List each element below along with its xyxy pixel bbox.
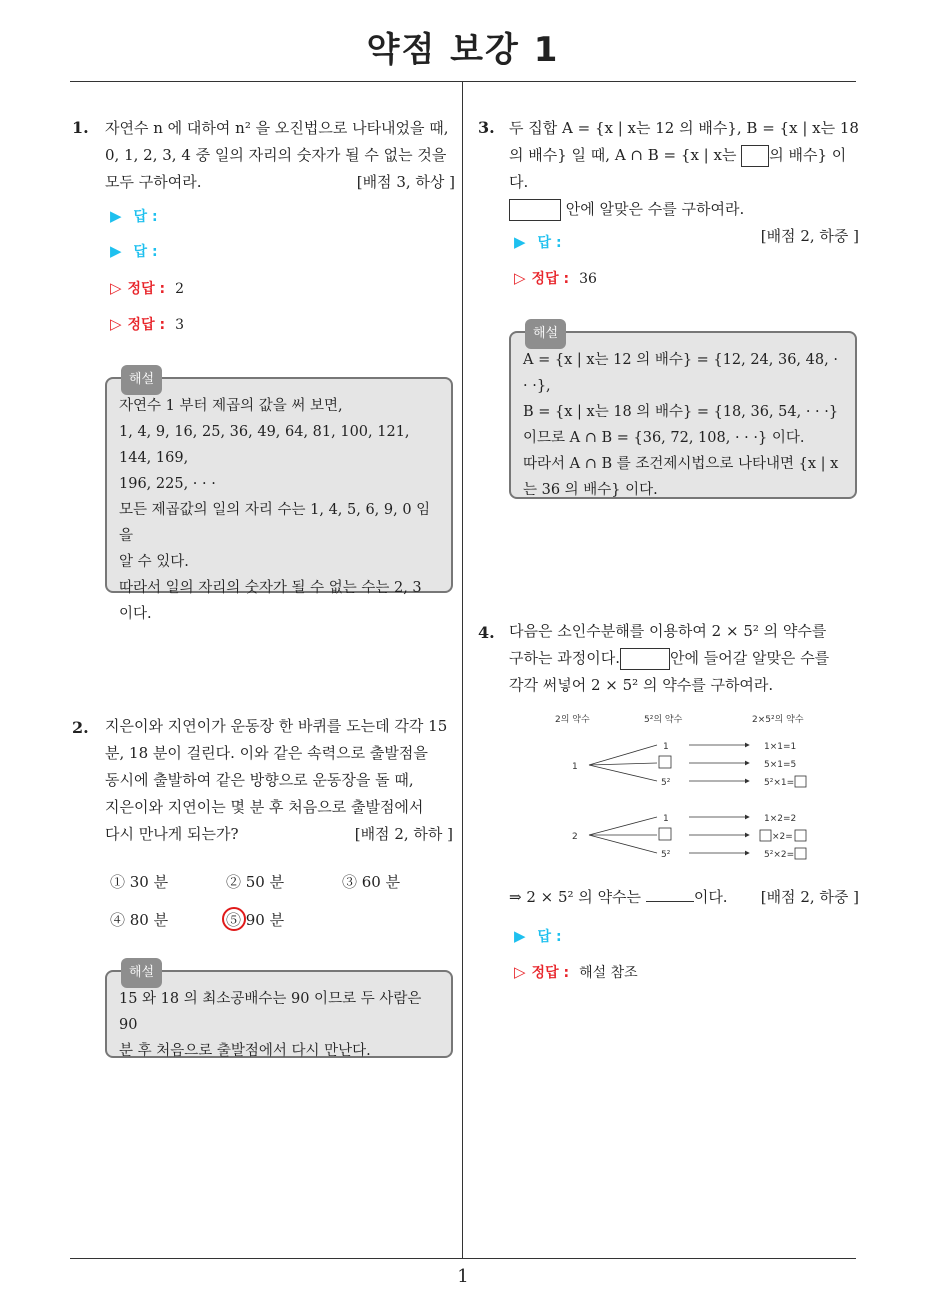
q2-choice-1[interactable]: ① 30 분 xyxy=(110,873,169,891)
q3-meta: [배점 2, 하중 ] xyxy=(760,227,859,245)
q2-choice-4[interactable]: ④ 80 분 xyxy=(110,911,169,929)
footer-rule xyxy=(70,1258,856,1259)
q3-correct: ▷ 정답 : 36 xyxy=(514,269,597,287)
q4-correct: ▷ 정답 : 해설 참조 xyxy=(514,963,638,981)
q4-text: 다음은 소인수분해를 이용하여 2 × 5² 의 약수를 구하는 과정이다. 안에 들어갈 알맞은 수를 각각 써넣어 2 × 5² 의 약수를 구하여라. xyxy=(509,622,830,694)
svg-text:5²: 5² xyxy=(661,778,671,788)
q3-number: 3. xyxy=(478,118,495,137)
svg-text:1: 1 xyxy=(572,762,578,772)
q1-explanation: 해설 자연수 1 부터 제곱의 값을 써 보면, 1, 4, 9, 16, 25, 36, 49, 64, 81, 100, 121, 144, 169, 196, 225, · · · 모든 제곱값의 일의 자리 수는 1, 4, 5, 6, 9, 0 임을 알 수 있다. 따라서 일의 자리의 숫자가 될 수 없는 수는 2, 3 이다. xyxy=(105,377,453,593)
outline-triangle-icon: ▷ xyxy=(110,279,122,297)
q3-answer[interactable]: ▶ 답 : xyxy=(514,233,562,251)
q2-choice-5[interactable]: ⑤ 90 분 xyxy=(226,911,285,929)
header-rule xyxy=(70,81,856,82)
answer-blank-box xyxy=(509,199,561,221)
q1-line: 자연수 n 에 대하여 n² 을 오진법으로 나타내었을 때, xyxy=(105,119,449,137)
svg-text:5²×1=: 5²×1= xyxy=(764,778,795,788)
column-divider xyxy=(462,82,463,1258)
q3-text: 두 집합 A = {x | x는 12 의 배수}, B = {x | x는 18 의 배수} 일 때, A ∩ B = {x | x는 의 배수} 이다. 안에 알맞은 수를 구하여라. [배점 2, 하중 ] xyxy=(509,115,859,250)
diagram-header-2: 5²의 약수 xyxy=(644,715,683,725)
q1-line: 모두 구하여라. xyxy=(105,173,202,191)
q1-number: 1. xyxy=(72,118,89,137)
outline-triangle-icon: ▷ xyxy=(514,963,526,981)
q1-line: 0, 1, 2, 3, 4 중 일의 자리의 숫자가 될 수 없는 것을 xyxy=(105,146,447,164)
play-icon: ▶ xyxy=(514,927,526,945)
q2-text: 지은이와 지연이가 운동장 한 바퀴를 도는데 각각 15 분, 18 분이 걸린다. 이와 같은 속력으로 출발점을 동시에 출발하여 같은 방향으로 운동장을 돌 때, 지은이와 지연이는 몇 분 후 처음으로 출발점에서 다시 만나게 되는가? [배점 2, 하하 ] xyxy=(105,713,453,848)
divisor-tree-diagram xyxy=(509,705,859,870)
q1-correct-2: ▷ 정답 : 3 xyxy=(110,315,184,333)
svg-text:5²: 5² xyxy=(661,850,671,860)
q1-correct-1: ▷ 정답 : 2 xyxy=(110,279,184,297)
play-icon: ▶ xyxy=(110,242,122,260)
answer-blank-box xyxy=(741,145,769,167)
outline-triangle-icon: ▷ xyxy=(110,315,122,333)
q1-answer-1[interactable]: ▶ 답 : xyxy=(110,207,158,225)
svg-text:×2=: ×2= xyxy=(772,832,793,842)
page-number: 1 xyxy=(457,1266,469,1287)
svg-text:5²×2=: 5²×2= xyxy=(764,850,795,860)
answer-circle-mark xyxy=(222,907,246,931)
q1-text xyxy=(105,115,455,196)
q1-answer-2[interactable]: ▶ 답 : xyxy=(110,242,158,260)
q4-answer[interactable]: ▶ 답 : xyxy=(514,927,562,945)
svg-text:1: 1 xyxy=(663,742,669,752)
q2-explanation: 해설 15 와 18 의 최소공배수는 90 이므로 두 사람은 90 분 후 처음으로 출발점에서 다시 만난다. xyxy=(105,970,453,1058)
diagram-header-3: 2×5²의 약수 xyxy=(752,715,804,725)
svg-text:2: 2 xyxy=(572,832,578,842)
q4-meta: [배점 2, 하중 ] xyxy=(760,888,859,906)
svg-text:1×2=2: 1×2=2 xyxy=(764,814,797,824)
q1-meta: [배점 3, 하상 ] xyxy=(356,173,455,191)
explanation-tag: 해설 xyxy=(121,958,162,988)
q2-number: 2. xyxy=(72,718,89,737)
play-icon: ▶ xyxy=(110,207,122,225)
outline-triangle-icon: ▷ xyxy=(514,269,526,287)
page-title: 약점 보강 1 xyxy=(366,30,560,70)
q4-conclusion: ⇒ 2 × 5² 의 약수는 이다. [배점 2, 하중 ] xyxy=(509,884,859,911)
play-icon: ▶ xyxy=(514,233,526,251)
diagram-header-1: 2의 약수 xyxy=(555,715,590,725)
q2-choice-2[interactable]: ② 50 분 xyxy=(226,873,285,891)
svg-text:5×1=5: 5×1=5 xyxy=(764,760,797,770)
q3-explanation: 해설 A = {x | x는 12 의 배수} = {12, 24, 36, 48, · · ·}, B = {x | x는 18 의 배수} = {18, 36, 54, · · ·} 이므로 A ∩ B = {36, 72, 108, · · ·} 이다. 따라서 A ∩ B 를 조건제시법으로 나타내면 {x | x 는 36 의 배수} 이다. xyxy=(509,331,857,499)
svg-text:1×1=1: 1×1=1 xyxy=(764,742,797,752)
q2-meta: [배점 2, 하하 ] xyxy=(354,825,453,843)
q4-number: 4. xyxy=(478,623,495,642)
explanation-tag: 해설 xyxy=(121,365,162,395)
answer-underline xyxy=(646,901,694,902)
svg-text:1: 1 xyxy=(663,814,669,824)
q2-choice-3[interactable]: ③ 60 분 xyxy=(342,873,401,891)
explanation-tag: 해설 xyxy=(525,319,566,349)
answer-blank-box xyxy=(620,648,670,670)
